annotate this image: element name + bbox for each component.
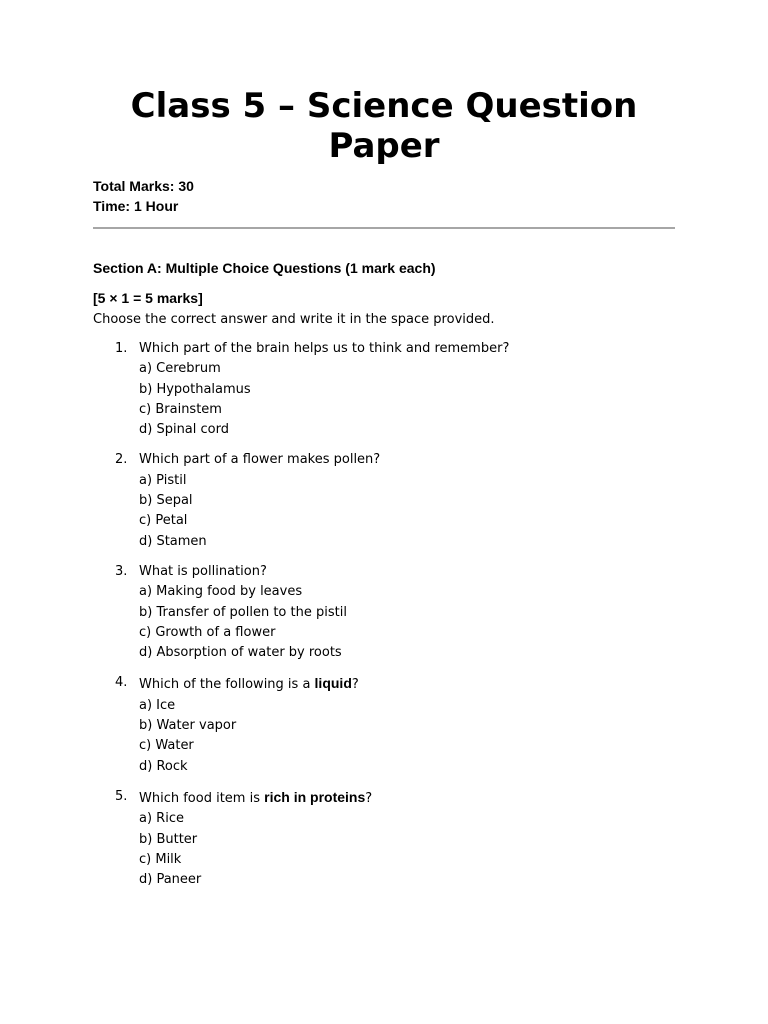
question-2 bbox=[93, 450, 675, 551]
option-b: b) Butter bbox=[139, 831, 198, 847]
divider bbox=[93, 227, 675, 229]
option-c: c) Water bbox=[139, 738, 194, 754]
option-b: b) Transfer of pollen to the pistil bbox=[139, 604, 347, 620]
question-text bbox=[139, 788, 373, 806]
option-c: c) Petal bbox=[139, 513, 188, 529]
question-number: 3. bbox=[115, 563, 128, 579]
page-title: Class 5 – Science Question Paper bbox=[130, 86, 638, 166]
option-c: c) Growth of a flower bbox=[139, 624, 276, 640]
question-text bbox=[139, 564, 267, 579]
question-text-part: ? bbox=[351, 677, 359, 693]
question-number: 2. bbox=[115, 452, 128, 468]
option-a: a) Rice bbox=[139, 811, 184, 827]
option-c: c) Milk bbox=[139, 851, 182, 867]
question-5 bbox=[93, 787, 675, 890]
option-d: d) Absorption of water by roots bbox=[139, 645, 342, 661]
option-b: b) Hypothalamus bbox=[139, 381, 251, 397]
option-a: a) Ice bbox=[139, 697, 176, 713]
question-number: 4. bbox=[115, 675, 128, 691]
question-text-part: Which food item is bbox=[139, 790, 265, 806]
question-text bbox=[139, 452, 380, 467]
option-a: a) Making food by leaves bbox=[139, 584, 303, 600]
option-d: d) Spinal cord bbox=[139, 422, 229, 438]
question-text bbox=[139, 341, 509, 356]
option-b: b) Sepal bbox=[139, 493, 193, 509]
option-a: a) Pistil bbox=[139, 472, 187, 488]
question-list bbox=[93, 339, 675, 890]
question-4 bbox=[93, 673, 675, 776]
section-a-instructions: Choose the correct answer and write it in the space provided. bbox=[93, 312, 495, 327]
question-text-part: Which of the following is a bbox=[139, 677, 315, 693]
question-number: 1. bbox=[115, 341, 128, 356]
section-a-marks: [5 × 1 = 5 marks] bbox=[93, 290, 203, 306]
option-d: d) Stamen bbox=[139, 533, 207, 549]
question-paper bbox=[93, 86, 675, 900]
section-a-title: Section A: Multiple Choice Questions (1 mark each) bbox=[93, 260, 436, 276]
time-limit: Time: 1 Hour bbox=[93, 198, 179, 214]
question-text bbox=[139, 677, 359, 692]
option-a: a) Cerebrum bbox=[139, 361, 221, 377]
question-text-part: ? bbox=[365, 790, 373, 806]
total-marks: Total Marks: 30 bbox=[93, 178, 194, 194]
option-c: c) Brainstem bbox=[139, 401, 222, 417]
question-emphasis: rich in proteins bbox=[264, 788, 366, 805]
option-d: d) Paneer bbox=[139, 872, 202, 888]
question-emphasis: liquid bbox=[314, 675, 352, 692]
question-1 bbox=[93, 339, 675, 440]
question-number: 5. bbox=[115, 788, 128, 804]
option-d: d) Rock bbox=[139, 758, 188, 774]
question-text-part: What is pollination? bbox=[139, 563, 267, 579]
question-text-part: Which part of the brain helps us to think and remember? bbox=[139, 341, 510, 356]
paper-meta bbox=[93, 176, 675, 216]
option-b: b) Water vapor bbox=[139, 718, 237, 734]
question-3 bbox=[93, 562, 675, 663]
question-text-part: Which part of a flower makes pollen? bbox=[139, 452, 381, 468]
